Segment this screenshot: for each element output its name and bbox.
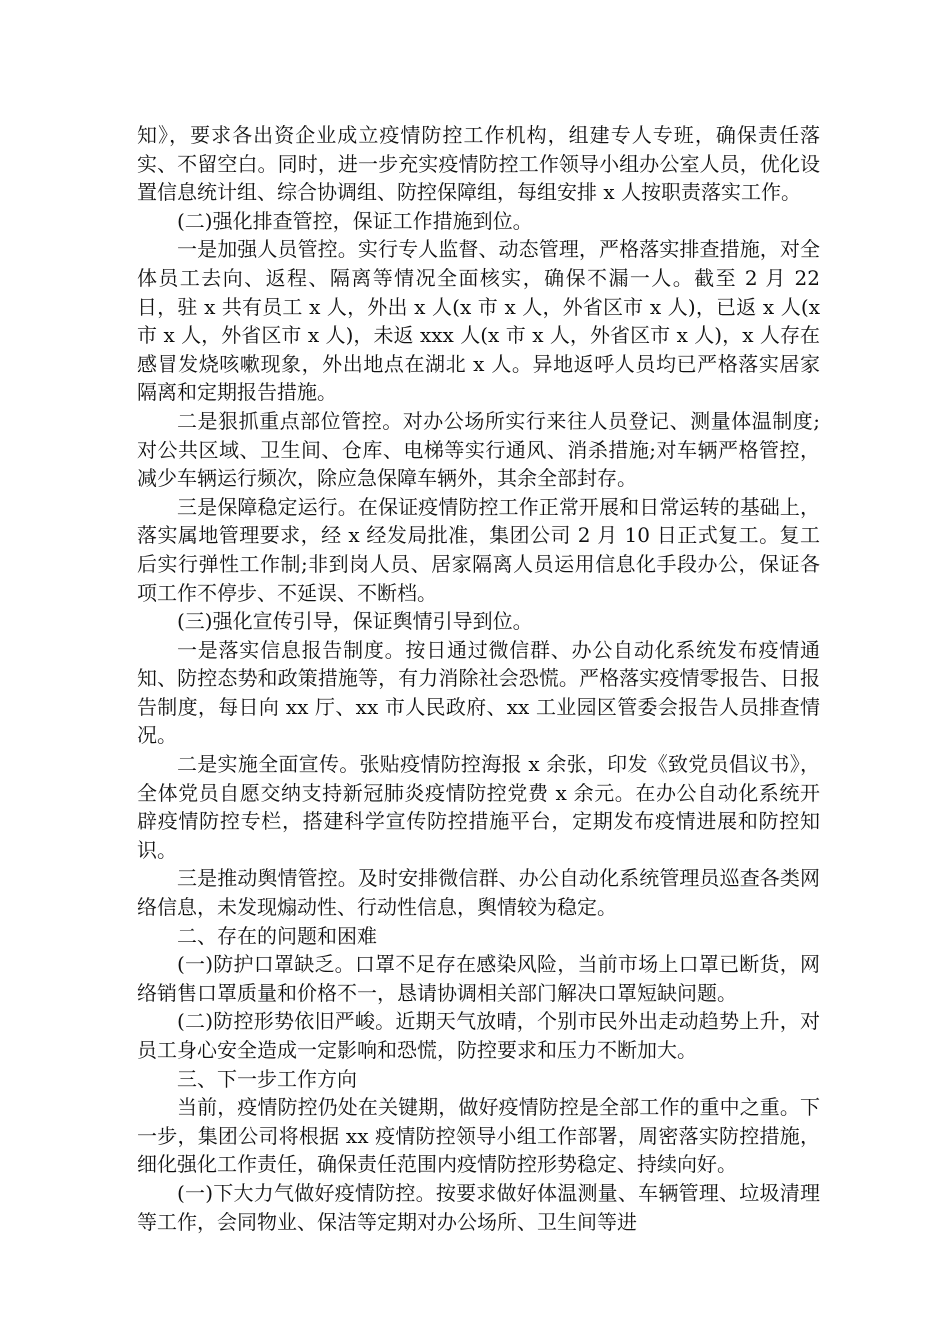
paragraph: 三是保障稳定运行。在保证疫情防控工作正常开展和日常运转的基础上，落实属地管理要求，经 x 经发局批准，集团公司 2 月 10 日正式复工。复工后实行弹性工作制;非到岗人员、居家隔离人员运用信息化手段办公，保证各项工作不停步、不延误、不断档。 — [137, 494, 820, 605]
section-heading-2: 二、存在的问题和困难 — [177, 923, 377, 948]
paragraph: (一)下大力气做好疫情防控。按要求做好体温测量、车辆管理、垃圾清理等工作，会同物业、保洁等定期对办公场所、卫生间等进 — [137, 1180, 820, 1234]
document-body — [137, 121, 820, 1236]
paragraph: 当前，疫情防控仍处在关键期，做好疫情防控是全部工作的重中之重。下一步，集团公司将根据 xx 疫情防控领导小组工作部署，周密落实防控措施，细化强化工作责任，确保责任范围内疫情防控形势稳定、持续向好。 — [137, 1095, 820, 1177]
paragraph: (二)防控形势依旧严峻。近期天气放晴，个别市民外出走动趋势上升，对员工身心安全造成一定影响和恐慌，防控要求和压力不断加大。 — [137, 1009, 820, 1062]
section-heading-3: 三、下一步工作方向 — [177, 1066, 357, 1091]
paragraph: 一是落实信息报告制度。按日通过微信群、办公自动化系统发布疫情通知、防控态势和政策措施等，有力消除社会恐慌。严格落实疫情零报告、日报告制度，每日向 xx 厅、xx 市人民政府、xx 工业园区管委会报告人员排查情况。 — [137, 637, 820, 748]
paragraph: 三是推动舆情管控。及时安排微信群、办公自动化系统管理员巡查各类网络信息，未发现煽动性、行动性信息，舆情较为稳定。 — [137, 866, 820, 920]
paragraph: 二是实施全面宣传。张贴疫情防控海报 x 余张，印发《致党员倡议书》，全体党员自愿交纳支持新冠肺炎疫情防控党费 x 余元。在办公自动化系统开辟疫情防控专栏，搭建科学宣传防控措施平台，定期发布疫情进展和防控知识。 — [137, 752, 820, 862]
paragraph-continuation: 知》，要求各出资企业成立疫情防控工作机构，组建专人专班，确保责任落实、不留空白。同时，进一步充实疫情防控工作领导小组办公室人员，优化设置信息统计组、综合协调组、防控保障组，每组安排 x 人按职责落实工作。 — [137, 123, 820, 205]
subheading-2: (二)强化排查管控，保证工作措施到位。 — [177, 208, 533, 233]
paragraph: 二是狠抓重点部位管控。对办公场所实行来往人员登记、测量体温制度;对公共区域、卫生间、仓库、电梯等实行通风、消杀措施;对车辆严格管控，减少车辆运行频次，除应急保障车辆外，其余全部封存。 — [137, 408, 820, 491]
paragraph: 一是加强人员管控。实行专人监督、动态管理，严格落实排查措施，对全体员工去向、返程、隔离等情况全面核实，确保不漏一人。截至 2 月 22 日，驻 x 共有员工 x 人，外出 x 人(x 市 x 人，外省区市 x 人)，已返 x 人(x 市 x 人，外省区市 x 人)，未返 xxx 人(x 市 x 人，外省区市 x 人)，x 人存在感冒发烧咳嗽现象，外出地点在湖北 x 人。异地返呼人员均已严格落实居家隔离和定期报告措施。 — [137, 237, 820, 405]
subheading-3: (三)强化宣传引导，保证舆情引导到位。 — [177, 609, 533, 634]
paragraph: (一)防护口罩缺乏。口罩不足存在感染风险，当前市场上口罩已断货，网络销售口罩质量和价格不一，恳请协调相关部门解决口罩短缺问题。 — [137, 952, 820, 1005]
